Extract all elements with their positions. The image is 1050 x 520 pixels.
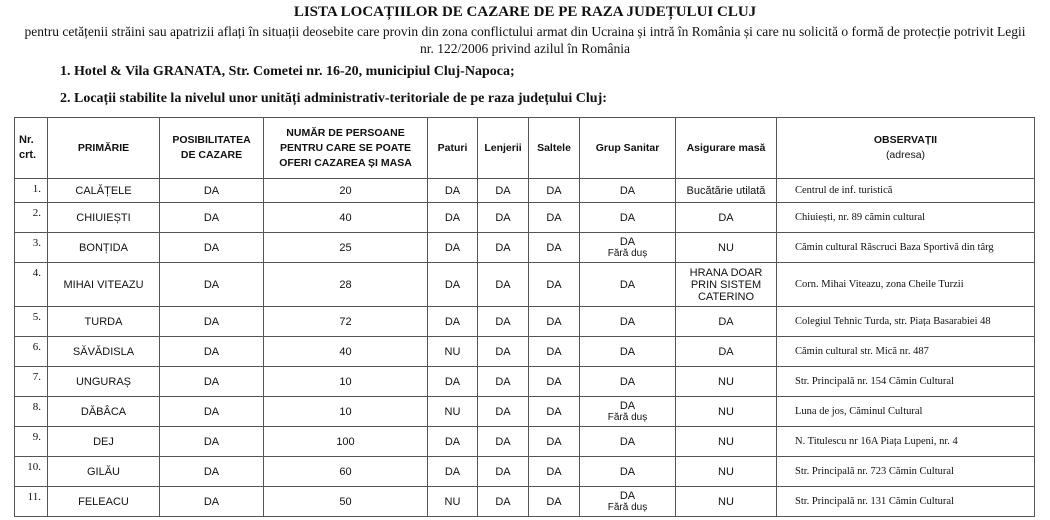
cell-numar: 100: [264, 427, 428, 457]
header-nr: [15, 118, 48, 179]
cell-masa: HRANA DOAR PRIN SISTEM CATERINO: [676, 263, 777, 307]
cell-grup-sanitar: [580, 233, 676, 263]
cell-numar: 40: [264, 203, 428, 233]
cell-saltele: DA: [529, 397, 580, 427]
cell-grup-value: DA: [619, 278, 636, 291]
cell-numar: 28: [264, 263, 428, 307]
cell-grup-sanitar: [580, 457, 676, 487]
cell-saltele: DA: [529, 427, 580, 457]
cell-masa: NU: [676, 397, 777, 427]
list-item-locations: 2. Locații stabilite la nivelul unor unități administrativ-teritoriale de pe raza județului Cluj:: [60, 91, 607, 106]
cell-grup-value: DA: [619, 435, 636, 448]
cell-grup-sanitar: [580, 397, 676, 427]
cell-grup-value: DA: [619, 399, 636, 412]
cell-observatii: Str. Principală nr. 723 Cămin Cultural: [777, 457, 1035, 487]
cell-grup-sanitar: [580, 427, 676, 457]
cell-nr: 10.: [15, 457, 48, 487]
cell-observatii: Colegiul Tehnic Turda, str. Piața Basarabiei 48: [777, 307, 1035, 337]
cell-primarie: GILĂU: [48, 457, 160, 487]
cell-posibilitate: DA: [160, 457, 264, 487]
table-row: [15, 179, 1035, 203]
cell-observatii: Centrul de inf. turistică: [777, 179, 1035, 203]
cell-nr: 2.: [15, 203, 48, 233]
cell-nr: 6.: [15, 337, 48, 367]
cell-masa: NU: [676, 427, 777, 457]
header-nr-line2: crt.: [19, 149, 37, 161]
table-row: [15, 457, 1035, 487]
cell-saltele: DA: [529, 337, 580, 367]
cell-primarie: DĂBÂCA: [48, 397, 160, 427]
document-subtitle: pentru cetățenii străini sau apatrizii aflați în situații deosebite care provin din zona conflictului armat din Ucraina și intră în România și care nu solicită o formă de protecție potrivit Legii nr. 122/2006 privind azilul în România: [24, 24, 1026, 56]
cell-posibilitate: DA: [160, 233, 264, 263]
cell-primarie: CALĂȚELE: [48, 179, 160, 203]
cell-lenjerii: DA: [478, 397, 529, 427]
cell-nr: 3.: [15, 233, 48, 263]
cell-numar: 10: [264, 397, 428, 427]
cell-saltele: DA: [529, 179, 580, 203]
cell-masa: DA: [676, 203, 777, 233]
cell-nr: 5.: [15, 307, 48, 337]
cell-posibilitate: DA: [160, 203, 264, 233]
cell-primarie: DEJ: [48, 427, 160, 457]
header-posibilitatea-line1: POSIBILITATEA: [172, 134, 251, 146]
cell-numar: 20: [264, 179, 428, 203]
cell-grup-note: Fără duș: [607, 247, 648, 259]
locations-table: [14, 117, 1035, 517]
cell-lenjerii: DA: [478, 487, 529, 517]
cell-grup-sanitar: [580, 337, 676, 367]
cell-primarie: UNGURAȘ: [48, 367, 160, 397]
cell-grup-note: Fără duș: [607, 501, 648, 513]
cell-numar: 50: [264, 487, 428, 517]
cell-grup-value: DA: [619, 489, 636, 502]
cell-grup-value: DA: [619, 345, 636, 358]
cell-observatii: N. Titulescu nr 16A Piața Lupeni, nr. 4: [777, 427, 1035, 457]
cell-masa: NU: [676, 233, 777, 263]
cell-paturi: DA: [428, 203, 478, 233]
cell-grup-value: DA: [619, 315, 636, 328]
table-row: [15, 203, 1035, 233]
header-numar-line1: NUMĂR DE PERSOANE: [286, 126, 405, 139]
cell-grup-value: DA: [619, 211, 636, 224]
cell-observatii: Str. Principală nr. 131 Cămin Cultural: [777, 487, 1035, 517]
header-primarie: PRIMĂRIE: [48, 118, 160, 179]
cell-posibilitate: DA: [160, 179, 264, 203]
cell-lenjerii: DA: [478, 307, 529, 337]
header-numar-line2: PENTRU CARE SE POATE: [279, 141, 412, 154]
cell-grup-sanitar: [580, 487, 676, 517]
header-grup-sanitar: Grup Sanitar: [580, 118, 676, 179]
header-observatii: [777, 118, 1035, 179]
cell-paturi: NU: [428, 397, 478, 427]
header-observatii-line2: (adresa): [885, 149, 926, 161]
cell-masa: DA: [676, 307, 777, 337]
header-observatii-line1: OBSERVAȚII: [873, 134, 938, 146]
cell-paturi: DA: [428, 233, 478, 263]
cell-lenjerii: DA: [478, 179, 529, 203]
cell-masa: NU: [676, 457, 777, 487]
cell-paturi: DA: [428, 263, 478, 307]
cell-primarie: MIHAI VITEAZU: [48, 263, 160, 307]
cell-primarie: FELEACU: [48, 487, 160, 517]
cell-lenjerii: DA: [478, 263, 529, 307]
cell-posibilitate: DA: [160, 427, 264, 457]
header-lenjerii: Lenjerii: [478, 118, 529, 179]
cell-nr: 7.: [15, 367, 48, 397]
cell-paturi: NU: [428, 337, 478, 367]
cell-observatii: Str. Principală nr. 154 Cămin Cultural: [777, 367, 1035, 397]
cell-numar: 60: [264, 457, 428, 487]
cell-posibilitate: DA: [160, 487, 264, 517]
cell-numar: 25: [264, 233, 428, 263]
cell-posibilitate: DA: [160, 337, 264, 367]
cell-saltele: DA: [529, 487, 580, 517]
cell-masa: Bucătărie utilată: [676, 179, 777, 203]
cell-nr: 9.: [15, 427, 48, 457]
list-item-hotel: 1. Hotel & Vila GRANATA, Str. Cometei nr. 16-20, municipiul Cluj-Napoca;: [60, 64, 515, 79]
header-posibilitatea: [160, 118, 264, 179]
table-row: [15, 367, 1035, 397]
header-paturi: Paturi: [428, 118, 478, 179]
cell-grup-sanitar: [580, 179, 676, 203]
cell-saltele: DA: [529, 263, 580, 307]
cell-primarie: SĂVĂDISLA: [48, 337, 160, 367]
cell-paturi: DA: [428, 457, 478, 487]
cell-saltele: DA: [529, 457, 580, 487]
table-header-row: [15, 118, 1035, 179]
header-asigurare-masa: Asigurare masă: [676, 118, 777, 179]
cell-lenjerii: DA: [478, 367, 529, 397]
cell-lenjerii: DA: [478, 203, 529, 233]
table-row: [15, 263, 1035, 307]
cell-numar: 72: [264, 307, 428, 337]
header-numar: [264, 118, 428, 179]
cell-numar: 10: [264, 367, 428, 397]
cell-posibilitate: DA: [160, 307, 264, 337]
header-numar-line3: OFERI CAZAREA ȘI MASA: [279, 156, 412, 169]
cell-saltele: DA: [529, 203, 580, 233]
cell-observatii: Luna de jos, Căminul Cultural: [777, 397, 1035, 427]
cell-nr: 1.: [15, 179, 48, 203]
table-row: [15, 307, 1035, 337]
cell-primarie: CHIUIEȘTI: [48, 203, 160, 233]
cell-primarie: TURDA: [48, 307, 160, 337]
cell-paturi: DA: [428, 427, 478, 457]
table-row: [15, 397, 1035, 427]
cell-paturi: NU: [428, 487, 478, 517]
cell-grup-sanitar: [580, 367, 676, 397]
cell-grup-value: DA: [619, 235, 636, 248]
cell-grup-note: Fără duș: [607, 411, 648, 423]
cell-posibilitate: DA: [160, 263, 264, 307]
cell-posibilitate: DA: [160, 367, 264, 397]
cell-saltele: DA: [529, 367, 580, 397]
cell-masa: NU: [676, 367, 777, 397]
cell-nr: 4.: [15, 263, 48, 307]
cell-observatii: Corn. Mihai Viteazu, zona Cheile Turzii: [777, 263, 1035, 307]
cell-observatii: Chiuiești, nr. 89 cămin cultural: [777, 203, 1035, 233]
cell-observatii: Cămin cultural Răscruci Baza Sportivă din târg: [777, 233, 1035, 263]
cell-grup-value: DA: [619, 375, 636, 388]
cell-lenjerii: DA: [478, 233, 529, 263]
cell-paturi: DA: [428, 367, 478, 397]
cell-grup-sanitar: [580, 307, 676, 337]
cell-masa: NU: [676, 487, 777, 517]
cell-grup-sanitar: [580, 263, 676, 307]
cell-grup-value: DA: [619, 465, 636, 478]
document-title: LISTA LOCAȚIILOR DE CAZARE DE PE RAZA JUDEȚULUI CLUJ: [293, 4, 757, 20]
cell-lenjerii: DA: [478, 427, 529, 457]
cell-observatii: Cămin cultural str. Mică nr. 487: [777, 337, 1035, 367]
cell-nr: 8.: [15, 397, 48, 427]
header-nr-line1: Nr.: [19, 134, 34, 146]
cell-numar: 40: [264, 337, 428, 367]
cell-paturi: DA: [428, 307, 478, 337]
cell-nr: 11.: [15, 487, 48, 517]
table-row: [15, 487, 1035, 517]
cell-masa: DA: [676, 337, 777, 367]
table-row: [15, 337, 1035, 367]
cell-saltele: DA: [529, 233, 580, 263]
cell-saltele: DA: [529, 307, 580, 337]
cell-primarie: BONȚIDA: [48, 233, 160, 263]
cell-lenjerii: DA: [478, 337, 529, 367]
cell-grup-value: DA: [619, 184, 636, 197]
table-row: [15, 427, 1035, 457]
cell-posibilitate: DA: [160, 397, 264, 427]
cell-paturi: DA: [428, 179, 478, 203]
header-posibilitatea-line2: DE CAZARE: [180, 149, 243, 161]
cell-grup-sanitar: [580, 203, 676, 233]
cell-lenjerii: DA: [478, 457, 529, 487]
table-row: [15, 233, 1035, 263]
header-saltele: Saltele: [529, 118, 580, 179]
